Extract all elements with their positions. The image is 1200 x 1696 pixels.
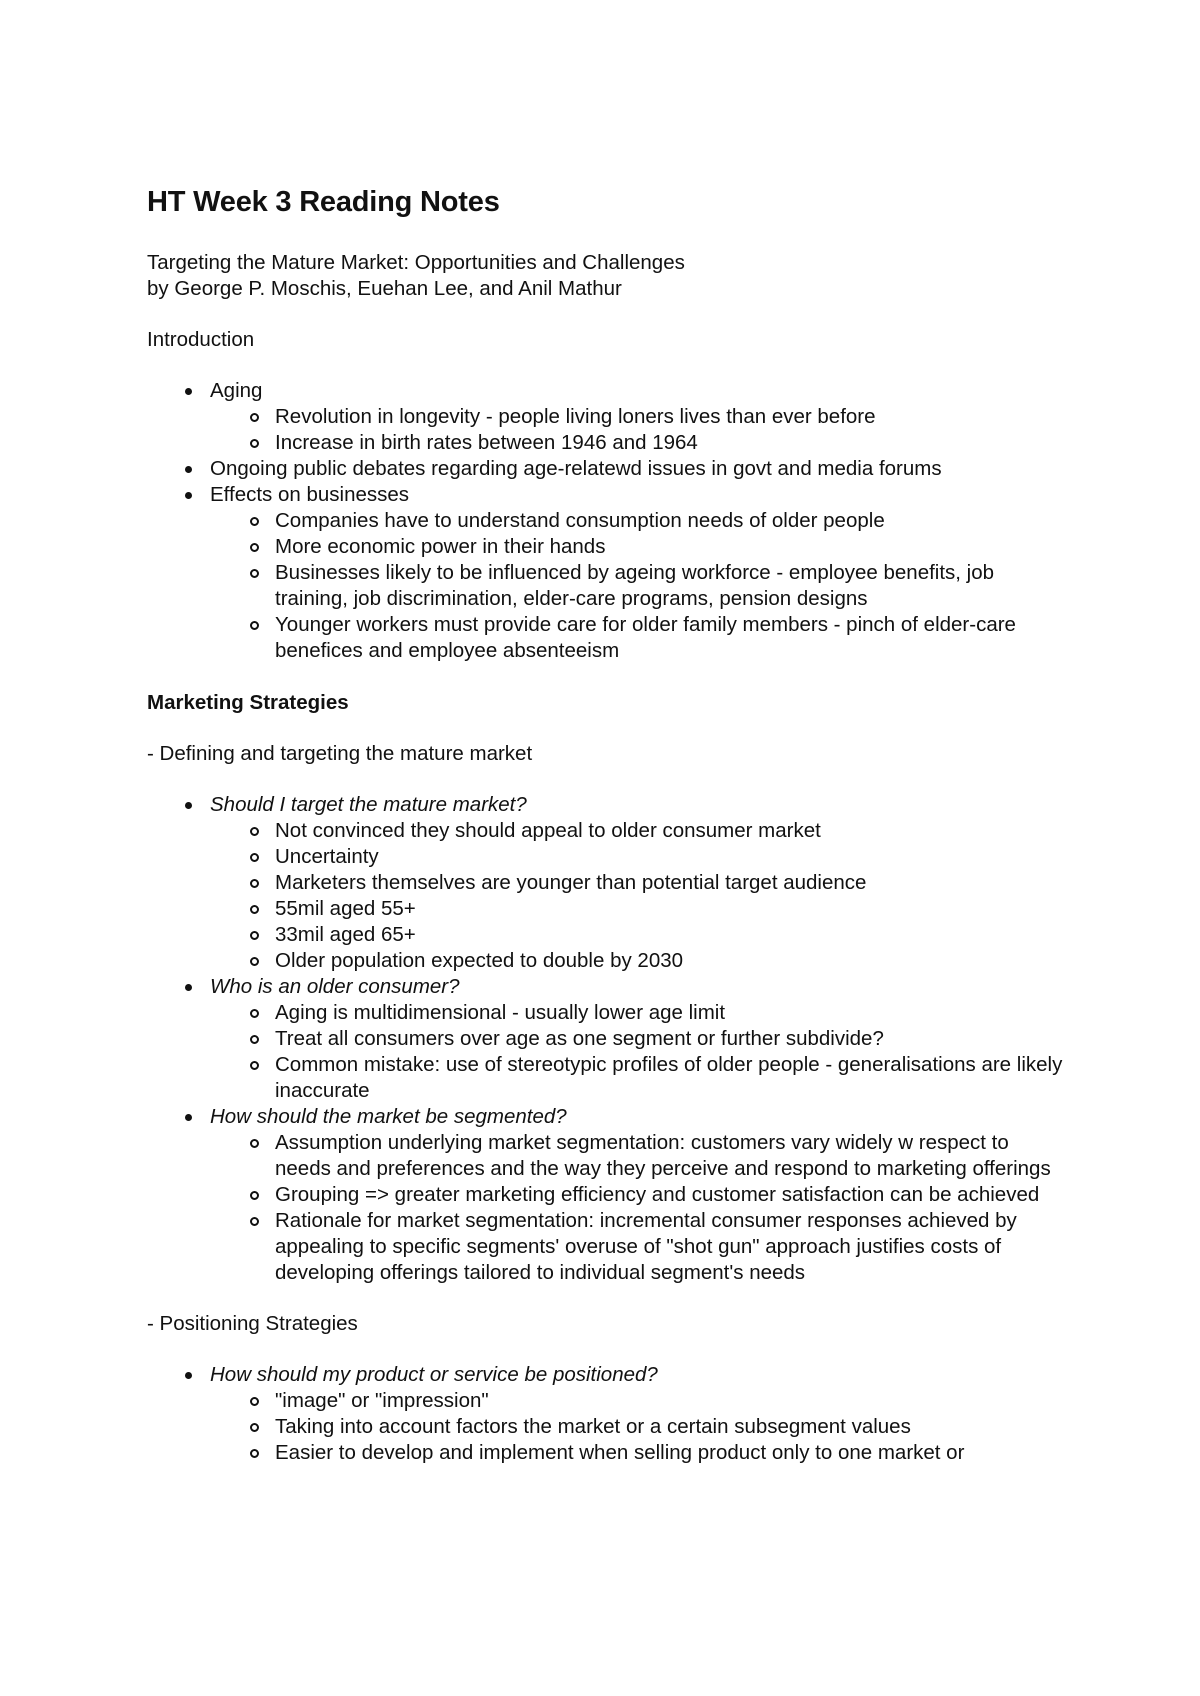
sub-list-item-text: Common mistake: use of stereotypic profiles of older people - generalisations are likely inaccurate: [275, 1053, 1063, 1102]
bullet-circle-icon: [250, 931, 259, 940]
question-text: How should my product or service be positioned?: [210, 1363, 658, 1386]
sub-list-item-text: Marketers themselves are younger than potential target audience: [275, 871, 867, 894]
bullet-circle-icon: [250, 827, 259, 836]
document-content: [147, 183, 1067, 1466]
bullet-disc-icon: [185, 1372, 192, 1379]
sub-list-item-text: Revolution in longevity - people living loners lives than ever before: [275, 405, 876, 428]
bullet-circle-icon: [250, 543, 259, 552]
list-item: [147, 974, 1067, 1104]
sub-list-item-text: Taking into account factors the market or a certain subsegment values: [275, 1415, 911, 1438]
sub-list-item: [210, 612, 1067, 664]
sub-list-item-text: Aging is multidimensional - usually lower age limit: [275, 1001, 726, 1024]
bullet-circle-icon: [250, 1217, 259, 1226]
bullet-disc-icon: [185, 802, 192, 809]
sub-list-item: [210, 1000, 1067, 1026]
sub-list-item: [210, 1130, 1067, 1182]
bullet-circle-icon: [250, 439, 259, 448]
sub-list-item: [210, 404, 1067, 430]
sub-list-item: [210, 508, 1067, 534]
sub-list-item-text: Increase in birth rates between 1946 and 1964: [275, 431, 698, 454]
bullet-circle-icon: [250, 1449, 259, 1458]
subsection-label: - Defining and targeting the mature market: [147, 742, 533, 765]
sub-list-item-text: Assumption underlying market segmentation: customers vary widely w respect to needs and preferences and the way they perceive and respond to marketing offerings: [275, 1131, 1051, 1180]
sub-list-item-text: Treat all consumers over age as one segment or further subdivide?: [275, 1027, 884, 1050]
sub-list-item-text: More economic power in their hands: [275, 535, 606, 558]
sub-list-item: [210, 1208, 1067, 1286]
list-item-text: Aging: [210, 379, 263, 402]
sub-list: [147, 508, 1067, 664]
sub-list: [147, 1388, 1067, 1466]
sub-list: [147, 818, 1067, 974]
sub-list-item-text: Grouping => greater marketing efficiency and customer satisfaction can be achieved: [275, 1183, 1040, 1206]
bullet-disc-icon: [185, 984, 192, 991]
sub-list: [147, 1130, 1067, 1286]
list-item: [147, 456, 1067, 482]
section-heading: Marketing Strategies: [147, 691, 349, 714]
bullet-disc-icon: [185, 466, 192, 473]
subsection-label: - Positioning Strategies: [147, 1312, 358, 1335]
bullet-circle-icon: [250, 1191, 259, 1200]
sub-list-item: [210, 948, 1067, 974]
list-item: [147, 792, 1067, 974]
article-authors: by George P. Moschis, Euehan Lee, and Anil Mathur: [147, 277, 622, 300]
list-item-text: Effects on businesses: [210, 483, 410, 506]
bullet-circle-icon: [250, 517, 259, 526]
sub-list-item-text: 55mil aged 55+: [275, 897, 416, 920]
sub-list-item: [210, 818, 1067, 844]
bullet-circle-icon: [250, 621, 259, 630]
bullet-circle-icon: [250, 1397, 259, 1406]
question-text: How should the market be segmented?: [210, 1105, 567, 1128]
bullet-disc-icon: [185, 388, 192, 395]
sub-list: [147, 404, 1067, 456]
bullet-disc-icon: [185, 1114, 192, 1121]
list-item: [147, 1104, 1067, 1286]
sub-list-item-text: Companies have to understand consumption needs of older people: [275, 509, 885, 532]
sub-list-item: [210, 922, 1067, 948]
bullet-circle-icon: [250, 1423, 259, 1432]
bullet-circle-icon: [250, 1035, 259, 1044]
sub-list-item: [210, 1026, 1067, 1052]
sub-list-item: [210, 1388, 1067, 1414]
defining-list: [147, 792, 1067, 1286]
bullet-disc-icon: [185, 492, 192, 499]
list-item: [147, 482, 1067, 664]
page-title: HT Week 3 Reading Notes: [147, 186, 500, 218]
list-item: [147, 1362, 1067, 1466]
sub-list-item-text: "image" or "impression": [275, 1389, 489, 1412]
sub-list-item: [210, 430, 1067, 456]
sub-list-item-text: Rationale for market segmentation: incremental consumer responses achieved by appealing to specific segments' overuse of "shot gun" approach justifies costs of developing offerings tailored to individual segment's needs: [275, 1209, 1017, 1284]
list-item: [147, 378, 1067, 456]
introduction-list: [147, 378, 1067, 664]
sub-list-item: [210, 1414, 1067, 1440]
question-text: Who is an older consumer?: [210, 975, 460, 998]
sub-list-item-text: 33mil aged 65+: [275, 923, 416, 946]
article-title: Targeting the Mature Market: Opportunities and Challenges: [147, 251, 685, 274]
sub-list-item-text: Younger workers must provide care for older family members - pinch of elder-care benefices and employee absenteeism: [275, 613, 1016, 662]
sub-list-item: [210, 1182, 1067, 1208]
sub-list-item-text: Easier to develop and implement when selling product only to one market or: [275, 1441, 965, 1464]
sub-list-item-text: Businesses likely to be influenced by ageing workforce - employee benefits, job training, job discrimination, elder-care programs, pension designs: [275, 561, 995, 610]
list-item-text: Ongoing public debates regarding age-relatewd issues in govt and media forums: [210, 457, 942, 480]
sub-list-item: [210, 560, 1067, 612]
bullet-circle-icon: [250, 1061, 259, 1070]
bullet-circle-icon: [250, 957, 259, 966]
sub-list-item-text: Uncertainty: [275, 845, 379, 868]
sub-list-item: [210, 1052, 1067, 1104]
sub-list-item-text: Older population expected to double by 2030: [275, 949, 684, 972]
sub-list-item: [210, 870, 1067, 896]
bullet-circle-icon: [250, 905, 259, 914]
bullet-circle-icon: [250, 569, 259, 578]
sub-list-item: [210, 844, 1067, 870]
sub-list: [147, 1000, 1067, 1104]
sub-list-item: [210, 896, 1067, 922]
sub-list-item: [210, 1440, 1067, 1466]
bullet-circle-icon: [250, 853, 259, 862]
positioning-list: [147, 1362, 1067, 1466]
sub-list-item: [210, 534, 1067, 560]
bullet-circle-icon: [250, 1139, 259, 1148]
bullet-circle-icon: [250, 413, 259, 422]
bullet-circle-icon: [250, 1009, 259, 1018]
bullet-circle-icon: [250, 879, 259, 888]
sub-list-item-text: Not convinced they should appeal to older consumer market: [275, 819, 821, 842]
question-text: Should I target the mature market?: [210, 793, 527, 816]
introduction-label: Introduction: [147, 328, 255, 351]
